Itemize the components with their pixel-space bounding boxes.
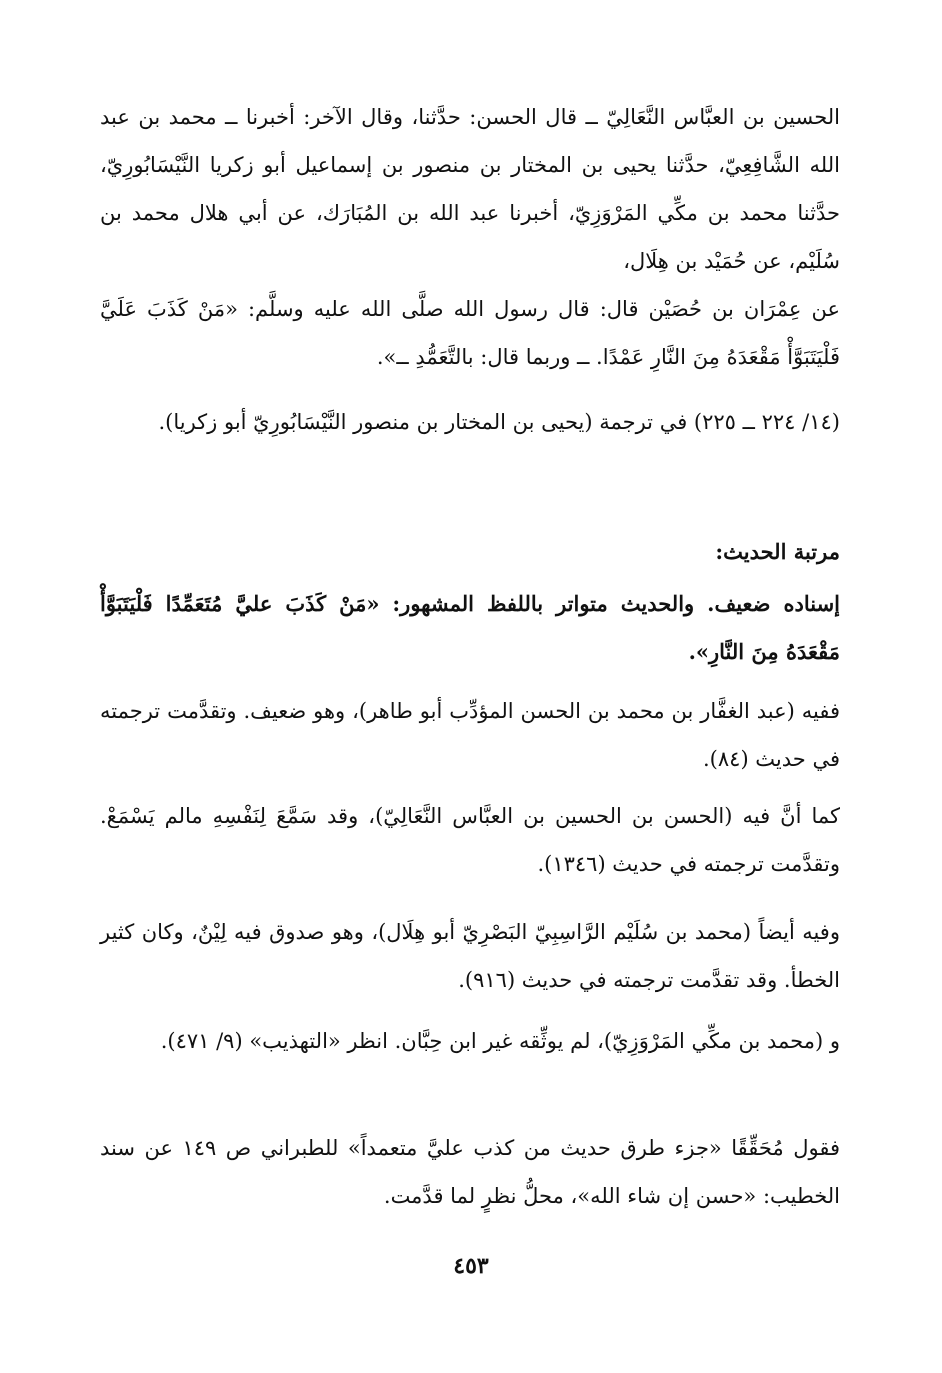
narrator-note-paragraph: وفيه أيضاً (محمد بن سُلَيْم الرَّاسِبِيّ البَصْرِيّ أبو هِلَال)، وهو صدوق فيه لِيْنٌ، وكان كثير الخطأ. وقد تقدَّمت ترجمته في حديث (٩١٦).: [100, 920, 840, 992]
source-reference-paragraph: (١٤/ ٢٢٤ ــ ٢٢٥) في ترجمة (يحيى بن المختار بن منصور النَّيْسَابُورِيّ أبو زكريا).: [158, 410, 840, 434]
page-number: ٤٥٣: [453, 1253, 489, 1279]
hadith-text-paragraph: عن عِمْرَان بن حُصَيْن قال: قال رسول الله صلَّى الله عليه وسلَّم: «مَنْ كَذَبَ عَلَيَّ فَلْيَتَبَوَّأْ مَقْعَدَهُ مِنَ النَّارِ عَمْدًا. ــ وربما قال: بالتَّعَمُّدِ ــ».: [100, 297, 840, 369]
section-heading: مرتبة الحديث:: [715, 539, 840, 564]
narrator-note-paragraph: ففيه (عبد الغفَّار بن محمد بن الحسن المؤدِّب أبو طاهر)، وهو ضعيف. وتقدَّمت ترجمته في حديث (٨٤).: [100, 699, 840, 771]
narrator-note-paragraph: و (محمد بن مكِّي المَرْوَزِيّ)، لم يوثِّقه غير ابن حِبَّان. انظر «التهذيب» (٩/ ٤٧١).: [160, 1029, 840, 1053]
closing-note-paragraph: فقول مُحَقِّقًا «جزء طرق حديث من كذب عليَّ متعمداً» للطبراني ص ١٤٩ عن سند الخطيب: «حسن إن شاء الله»، محلُّ نظرٍ لما قدَّمت.: [100, 1136, 840, 1208]
isnad-paragraph: الحسين بن العبَّاس النَّعَالِيّ ــ قال الحسن: حدَّثنا، وقال الآخر: أخبرنا ــ محمد بن عبد الله الشَّافِعِيّ، حدَّثنا يحيى بن المختار بن منصور بن إسماعيل أبو زكريا النَّيْسَابُورِيّ، حدَّثنا محمد بن مكِّي المَرْوَزِيّ، أخبرنا عبد الله بن المُبَارَك، عن أبي هلال محمد بن سُلَيْم، عن حُمَيْد بن هِلَال،: [100, 105, 840, 273]
narrator-note-paragraph: كما أنَّ فيه (الحسن بن الحسين بن العبَّاس النَّعَالِيّ)، وقد سَمَّعَ لِنَفْسِهِ مالم يَسْمَعْ. وتقدَّمت ترجمته في حديث (١٣٤٦).: [100, 804, 840, 876]
grading-paragraph: إسناده ضعيف. والحديث متواتر باللفظ المشهور: «مَنْ كَذَبَ عليَّ مُتَعَمِّدًا فَلْيَتَبَوَّأْ مَقْعَدَهُ مِنَ النَّارِ».: [100, 591, 840, 664]
